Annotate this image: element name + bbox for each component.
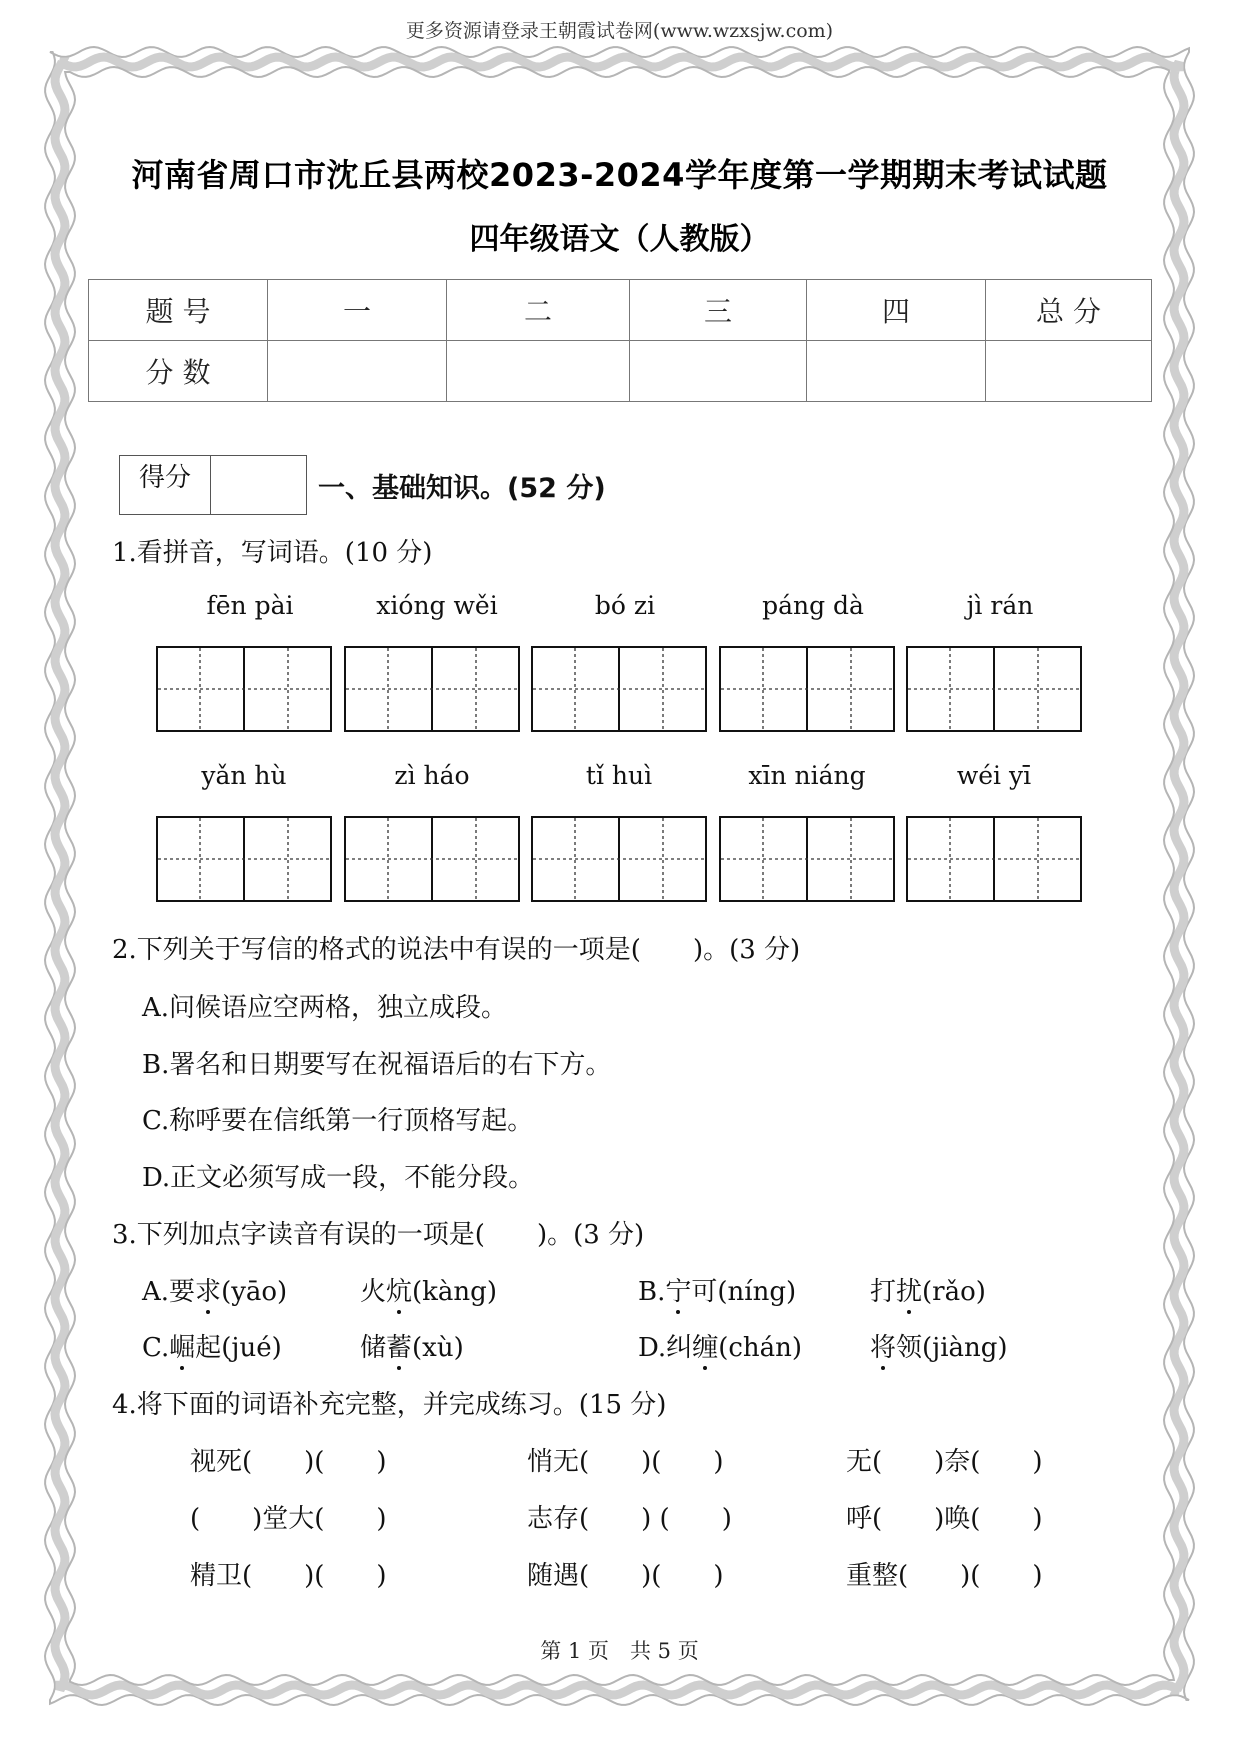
q3-item-c2 <box>360 1327 464 1364</box>
q3-text: (xù) <box>412 1333 464 1363</box>
header-note: 更多资源请登录王朝霞试卷网(www.wzxsjw.com) <box>405 20 834 42</box>
score-input-4[interactable] <box>807 341 986 402</box>
q3-title: 3.下列加点字读音有误的一项是( )。(3 分) <box>112 1220 645 1250</box>
tianzige-box[interactable] <box>906 646 1082 732</box>
idiom-blank[interactable]: 随遇( )( ) <box>527 1561 724 1591</box>
q3-text: 可(níng) <box>691 1277 797 1307</box>
q3-text: (rǎo) <box>922 1277 986 1307</box>
score-cell-4: 四 <box>807 280 986 341</box>
idiom-blank[interactable]: 视死( )( ) <box>190 1447 387 1477</box>
pinyin-label: jì rán <box>966 591 1034 620</box>
dotted-char: 炕 <box>386 1277 413 1307</box>
score-table-header-row <box>89 280 1152 341</box>
score-cell-total: 总 分 <box>986 280 1152 341</box>
idiom-blank[interactable]: 重整( )( ) <box>846 1561 1043 1591</box>
exam-subtitle: 四年级语文（人教版） <box>469 222 770 257</box>
score-table-score-row <box>89 341 1152 402</box>
pinyin-label: xióng wěi <box>376 591 498 620</box>
q3-item-d1 <box>638 1327 802 1364</box>
q3-text: A.要 <box>142 1277 196 1307</box>
score-cell-2: 二 <box>447 280 630 341</box>
dotted-char: 宁 <box>665 1277 692 1307</box>
q3-item-a2 <box>360 1271 497 1308</box>
score-input-3[interactable] <box>630 341 807 402</box>
tianzige-box[interactable] <box>156 646 332 732</box>
tianzige-box[interactable] <box>156 816 332 902</box>
q3-text: 打 <box>870 1277 897 1307</box>
q3-text: D.纠 <box>638 1333 693 1363</box>
dotted-char: 缠 <box>692 1333 719 1363</box>
tianzige-box[interactable] <box>719 816 895 902</box>
pinyin-label: zì háo <box>394 761 470 790</box>
score-cell-3: 三 <box>630 280 807 341</box>
dotted-char: 蓄 <box>386 1333 413 1363</box>
idiom-blank[interactable]: 精卫( )( ) <box>190 1561 387 1591</box>
page-footer: 第 1 页 共 5 页 <box>540 1639 699 1663</box>
section1-title: 一、基础知识。(52 分) <box>318 473 606 504</box>
pinyin-label: fēn pài <box>206 591 294 620</box>
score-row-label: 分 数 <box>89 341 268 402</box>
score-cell-label: 题 号 <box>89 280 268 341</box>
idiom-blank[interactable]: 呼( )唤( ) <box>846 1504 1043 1534</box>
tianzige-box[interactable] <box>531 816 707 902</box>
tianzige-box[interactable] <box>344 646 520 732</box>
tianzige-box[interactable] <box>344 816 520 902</box>
q2-option-b: B.署名和日期要写在祝福语后的右下方。 <box>142 1050 612 1080</box>
tianzige-box[interactable] <box>531 646 707 732</box>
q2-option-d: D.正文必须写成一段，不能分段。 <box>142 1163 535 1193</box>
q3-item-b1 <box>638 1271 796 1308</box>
dotted-char: 将 <box>870 1333 897 1363</box>
q3-item-a1 <box>142 1271 287 1308</box>
exam-title: 河南省周口市沈丘县两校2023-2024学年度第一学期期末考试试题 <box>131 156 1108 194</box>
q3-text: (chán) <box>718 1333 803 1363</box>
idiom-blank[interactable]: ( )堂大( ) <box>190 1504 387 1534</box>
q3-text: C. <box>142 1333 170 1363</box>
idiom-blank[interactable]: 志存( ) ( ) <box>527 1504 732 1534</box>
q3-text: 储 <box>360 1333 387 1363</box>
pinyin-label: wéi yī <box>956 761 1032 790</box>
section-score-box <box>119 455 307 515</box>
q2-title: 2.下列关于写信的格式的说法中有误的一项是( )。(3 分) <box>112 935 801 965</box>
tianzige-box[interactable] <box>906 816 1082 902</box>
dotted-char: 崛 <box>169 1333 196 1363</box>
q3-text: (yāo) <box>221 1277 288 1307</box>
pinyin-label: páng dà <box>762 591 864 620</box>
pinyin-label: xīn niáng <box>748 761 866 790</box>
score-table <box>88 279 1152 402</box>
q3-text: B. <box>638 1277 666 1307</box>
score-input-1[interactable] <box>268 341 447 402</box>
q3-text: 领(jiàng) <box>896 1333 1008 1363</box>
q3-item-d2 <box>870 1327 1008 1364</box>
q3-text: 火 <box>360 1277 387 1307</box>
q3-text: 起(jué) <box>195 1333 282 1363</box>
idiom-blank[interactable]: 无( )奈( ) <box>846 1447 1043 1477</box>
score-input-2[interactable] <box>447 341 630 402</box>
q3-item-c1 <box>142 1327 282 1364</box>
tianzige-box[interactable] <box>719 646 895 732</box>
pinyin-label: bó zi <box>594 591 656 620</box>
q3-text: (kàng) <box>412 1277 497 1307</box>
q2-option-a: A.问候语应空两格，独立成段。 <box>142 993 508 1023</box>
q3-item-b2 <box>870 1271 986 1308</box>
q1-title: 1.看拼音，写词语。(10 分) <box>112 538 433 568</box>
pinyin-label: yǎn hù <box>201 761 287 790</box>
dotted-char: 扰 <box>896 1277 923 1307</box>
score-cell-1: 一 <box>268 280 447 341</box>
q2-option-c: C.称呼要在信纸第一行顶格写起。 <box>142 1106 534 1136</box>
q4-title: 4.将下面的词语补充完整，并完成练习。(15 分) <box>112 1390 667 1420</box>
idiom-blank[interactable]: 悄无( )( ) <box>527 1447 724 1477</box>
defen-label: 得分 <box>120 456 211 514</box>
pinyin-label: tǐ huì <box>585 761 653 790</box>
dotted-char: 求 <box>195 1277 222 1307</box>
score-input-total[interactable] <box>986 341 1152 402</box>
